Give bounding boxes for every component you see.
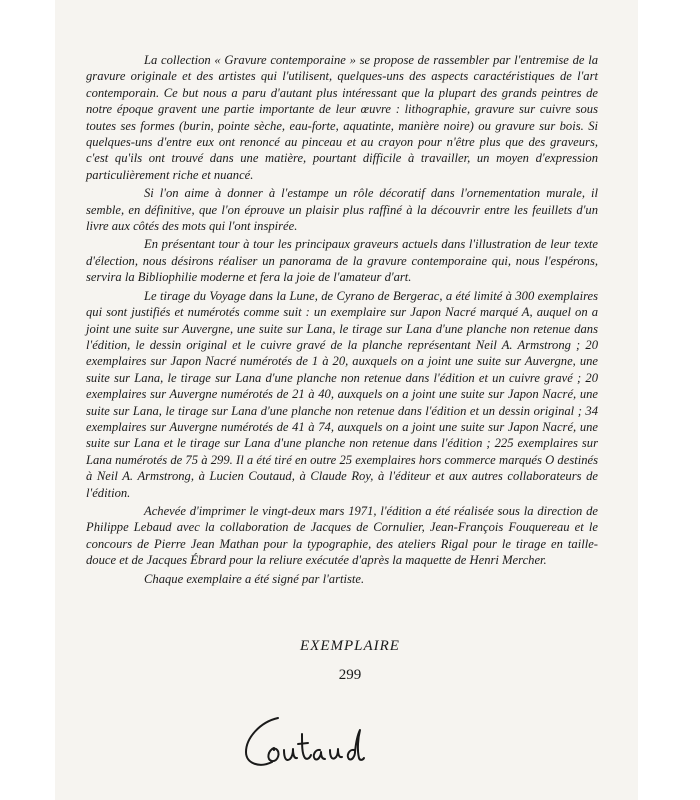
paragraph-signature-note: Chaque exemplaire a été signé par l'artiste. [144, 571, 365, 586]
artist-signature [238, 712, 388, 774]
exemplaire-number: 299 [338, 667, 362, 683]
paragraph-collection-intro: La collection « Gravure contemporaine » se propose de rassembler par l'entremise de la gravure originale et des artistes qui l'utilisent, quelques-uns des aspects caractéristiques de l'art contemporain. Ce but nous a paru d'autant plus intéressant que la plupart des grands peintres de notre époque gravent une partie importante de leur œuvre : lithographie, gravure sur cuivre sous toutes ses formes (burin, pointe sèche, eau-forte, aquatinte, manière noire) ou gravure sur bois. Si quelques-uns d'entre eux ont renoncé au pinceau et au crayon pour n'être plus que des graveurs, c'est qu'ils ont trouvé dans une matière, pourtant difficile à travailler, un moyen d'expression particulièrement riche et nuancé. [86, 53, 598, 182]
paragraph-achevee: Achevée d'imprimer le vingt-deux mars 1971, l'édition a été réalisée sous la direction de Philippe Lebaud avec la collaboration de Jacques de Cornulier, Jean-François Fouquereau et le concours de Pierre Jean Mathan pour la typographie, des ateliers Rigal pour le tirage en taille-douce et de Jacques Ébrard pour la reliure exécutée d'après la maquette de Henri Mercher. [86, 503, 598, 568]
paragraph-tirage: Le tirage du Voyage dans la Lune, de Cyrano de Bergerac, a été limité à 300 exemplaires qui sont justifiés et numérotés comme suit : un exemplaire sur Japon Nacré marqué A, auquel on a joint une suite sur Auvergne, une suite sur Lana, le tirage sur Lana d'une planche non retenue dans l'édition, le dessin original et le cuivre gravé de la planche représentant Neil A. Armstrong ; 20 exemplaires sur Japon Nacré numérotés de 1 à 20, auxquels on a joint une suite sur Auvergne, une suite sur Lana, le tirage sur Lana d'une planche non retenue dans l'édition et un cuivre gravé ; 20 exemplaires sur Auvergne numérotés de 21 à 40, auxquels on a joint une suite sur Japon Nacré, une suite sur Lana, le tirage sur Lana d'une planche non retenue dans l'édition et un dessin original ; 34 exemplaires sur Auvergne numérotés de 41 à 74, auxquels on a joint une suite sur Japon Nacré, une suite sur Lana et le tirage sur Lana d'une planche non retenue dans l'édition ; 225 exemplaires sur Lana numérotés de 75 à 299. Il a été tiré en outre 25 exemplaires hors commerce marqués O destinés à Neil A. Armstrong, à Lucien Coutaud, à Claude Roy, à l'éditeur et aux autres collaborateurs de l'édition. [86, 288, 598, 500]
paragraph-panorama: En présentant tour à tour les principaux graveurs actuels dans l'illustration de leur texte d'élection, nous désirons réaliser un panorama de la gravure contemporaine qui, nous l'espérons, servira la Bibliophilie moderne et fera la joie de l'amateur d'art. [86, 237, 598, 285]
paragraph-estampe: Si l'on aime à donner à l'estampe un rôle décoratif dans l'ornementation murale, il semble, en définitive, que l'on éprouve un plaisir plus raffiné à la découvrir entre les feuillets d'un livre aux côtés des mots qui l'ont inspirée. [86, 186, 598, 234]
colophon-text [86, 52, 598, 587]
exemplaire-label: EXEMPLAIRE [300, 638, 400, 654]
